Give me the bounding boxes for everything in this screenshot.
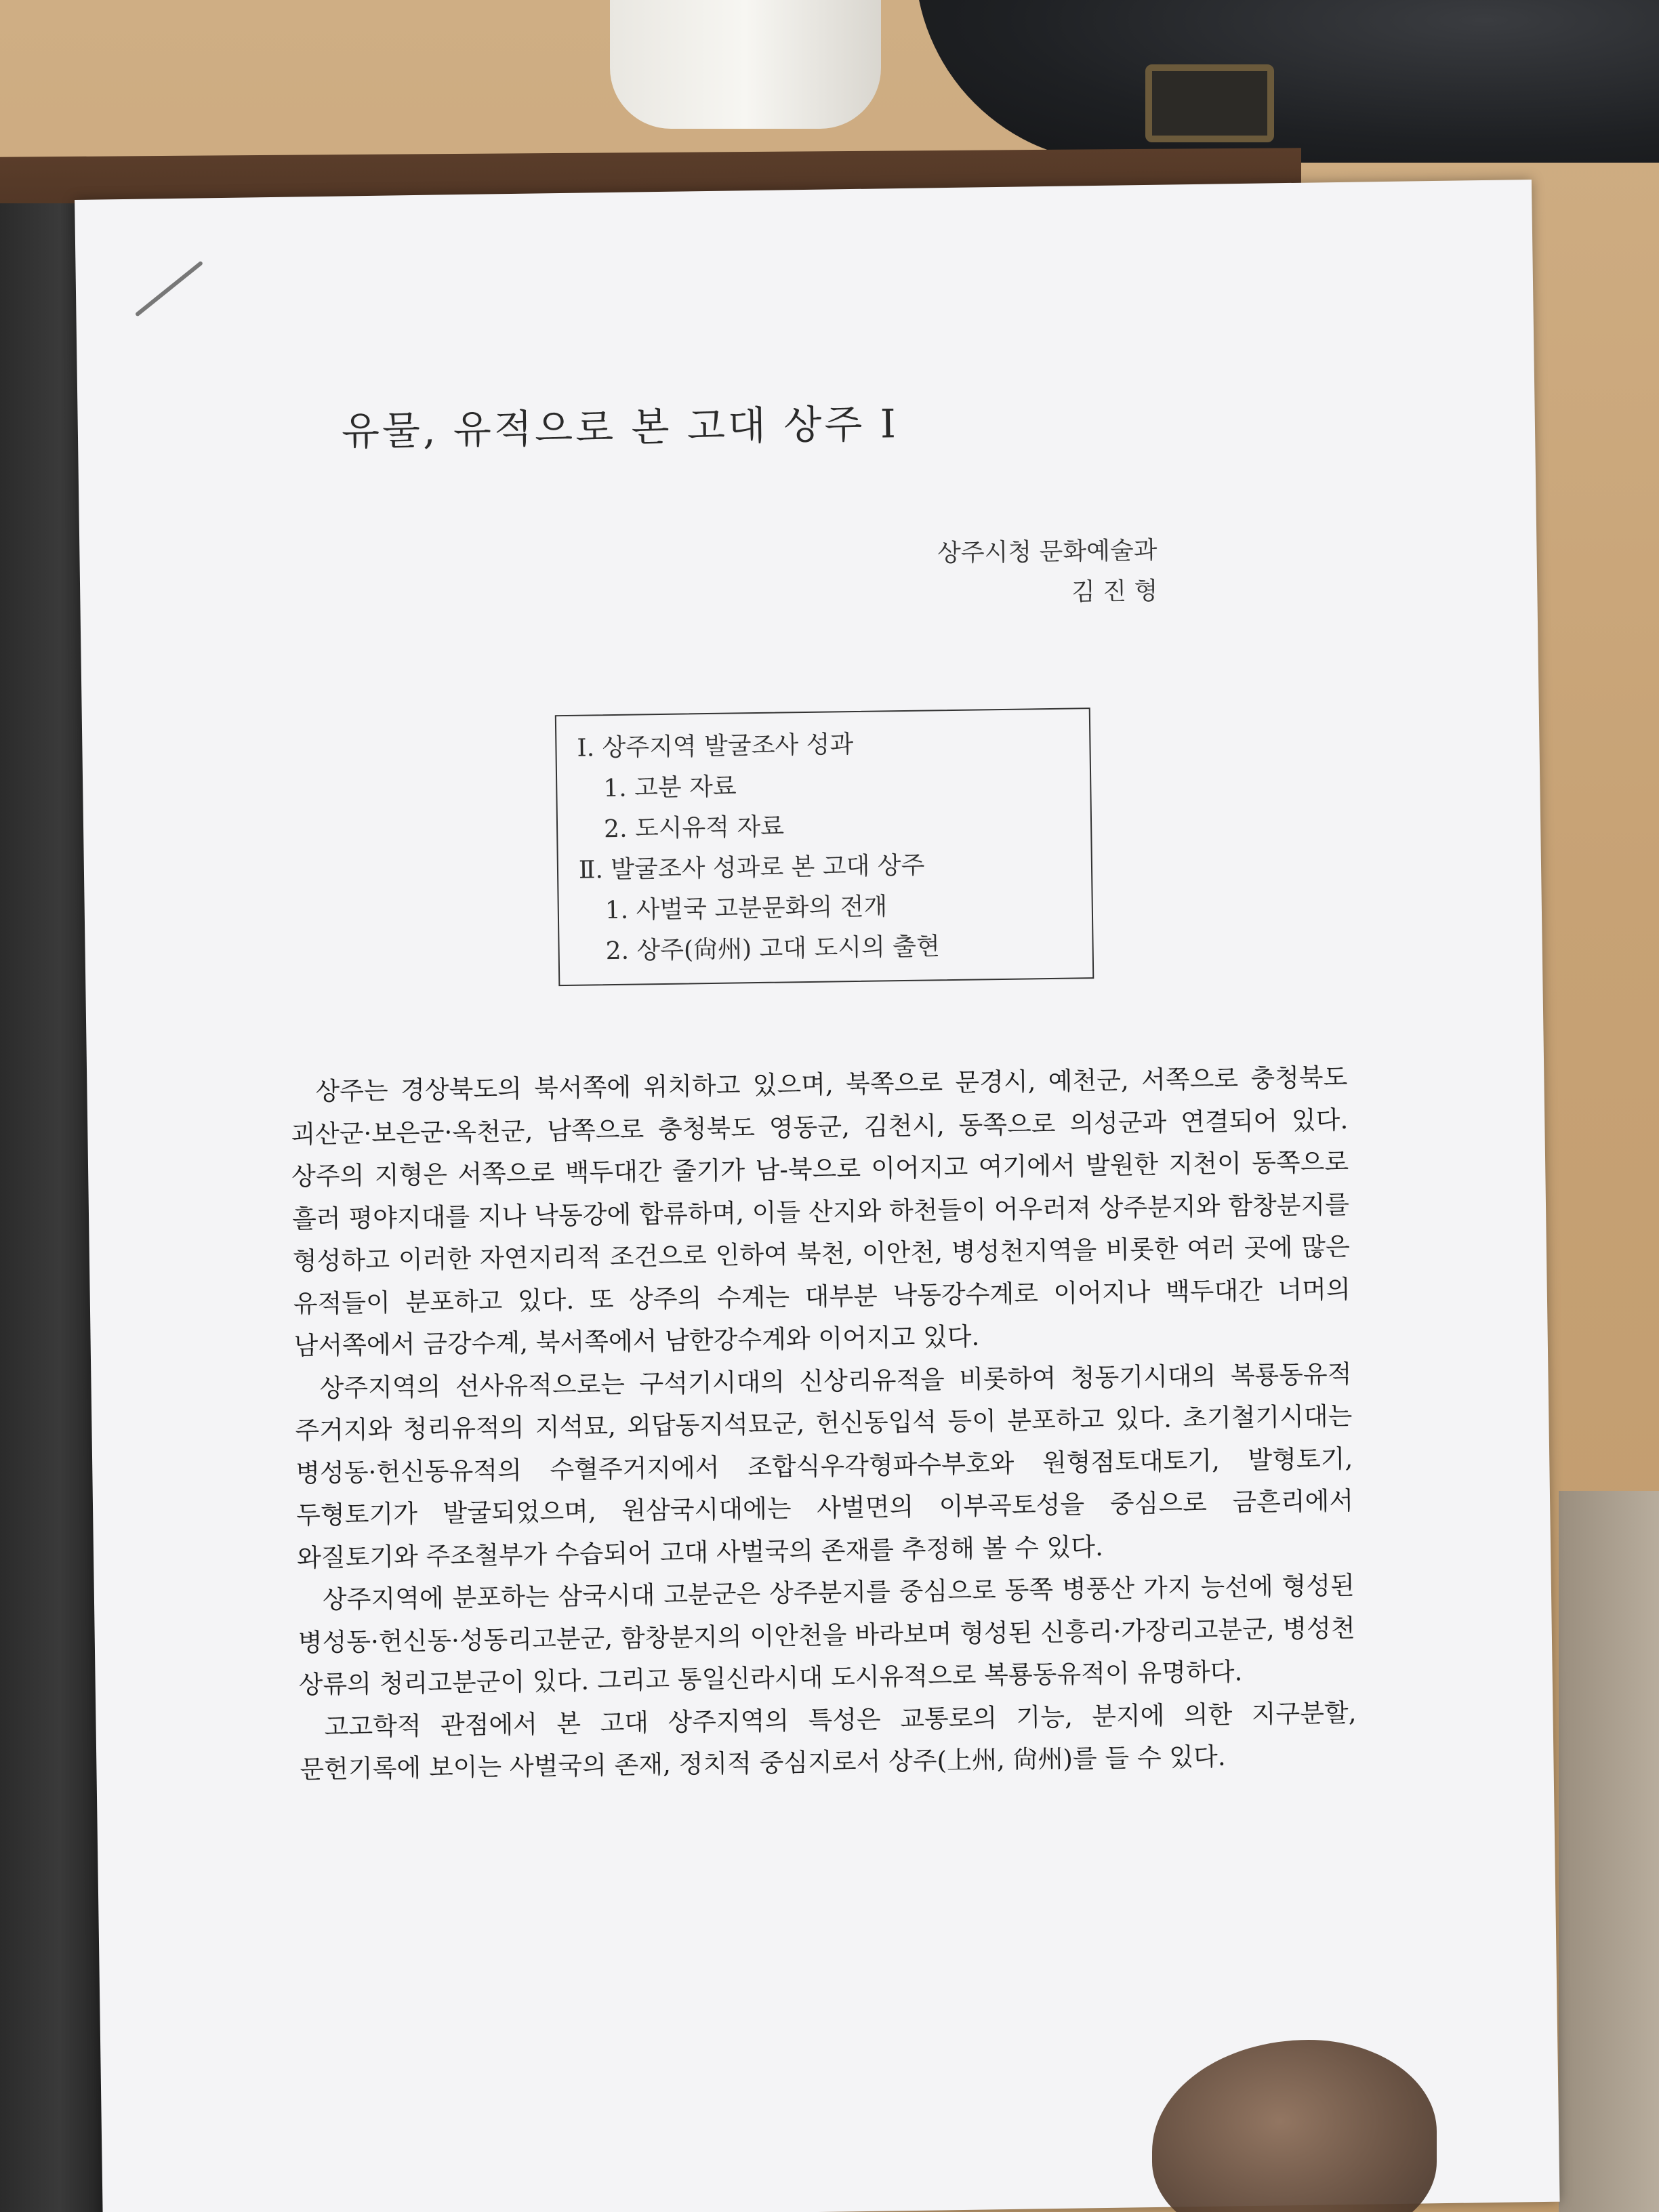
folder-corner — [1559, 1491, 1659, 2212]
paragraph: 상주는 경상북도의 북서쪽에 위치하고 있으며, 북쪽으로 문경시, 예천군, 서쪽으로 충청북도 괴산군·보은군·옥천군, 남쪽으로 충청북도 영동군, 김천시, 동쪽으로 의성군과 연결되어 있다. 상주의 지형은 서쪽으로 백두대간 줄기가 남-북으로 이어지고 여기에서 발원한 지천이 동쪽으로 흘러 평야지대를 지나 낙동강에 합류하며, 이들 산지와 하천들이 어우러져 상주분지와 함창분지를 형성하고 이러한 자연지리적 조건으로 인하여 북천, 이안천, 병성천지역을 비롯한 여러 곳에 많은 유적들이 분포하고 있다. 또 상주의 수계는 대부분 낙동강수계로 이어지나 백두대간 너머의 남서쪽에서 금강수계, 북서쪽에서 남한강수계와 이어지고 있다. — [291, 1062, 1351, 1361]
document-title: 유물, 유적으로 본 고대 상주 Ⅰ — [341, 401, 899, 455]
paragraph: 상주지역에 분포하는 삼국시대 고분군은 상주분지를 중심으로 동쪽 병풍산 가지 능선에 형성된 병성동·헌신동·성동리고분군, 함창분지의 이안천을 바라보며 형성된 신흥리·가장리고분군, 병성천 상류의 청리고분군이 있다. 그리고 통일신라시대 도시유적으로 복룡동유적이 유명하다. — [298, 1570, 1356, 1700]
body-text — [290, 1057, 1357, 1791]
toc-item: Ⅰ. 상주지역 발굴조사 성과 — [577, 731, 854, 762]
toc-item: 2. 도시유적 자료 — [603, 813, 785, 844]
toc-item: 1. 사벌국 고분문화의 전개 — [605, 893, 888, 925]
black-bag — [915, 0, 1659, 163]
paper-cup — [610, 0, 881, 129]
document-page — [75, 180, 1559, 2212]
paragraph: 상주지역의 선사유적으로는 구석기시대의 신상리유적을 비롯하여 청동기시대의 복룡동유적 주거지와 청리유적의 지석묘, 외답동지석묘군, 헌신동입석 등이 분포하고 있다. 초기철기시대는 병성동·헌신동유적의 수혈주거지에서 조합식우각형파수부호와 원형점토대토기, 발형토기, 두형토기가 발굴되었으며, 원삼국시대에는 사벌면의 이부곡토성을 중심으로 금흔리에서 와질토기와 주조철부가 수습되어 고대 사벌국의 존재를 추정해 볼 수 있다. — [295, 1359, 1354, 1573]
author-block — [937, 531, 1158, 615]
author-name: 김 진 형 — [1071, 577, 1158, 607]
table-of-contents — [555, 708, 1094, 986]
toc-item: Ⅱ. 발굴조사 성과로 본 고대 상주 — [578, 851, 925, 884]
toc-item: 1. 고분 자료 — [603, 773, 737, 803]
paragraph: 고고학적 관점에서 본 고대 상주지역의 특성은 교통로의 기능, 분지에 의한 지구분할, 문헌기록에 보이는 사벌국의 존재, 정치적 중심지로서 상주(上州, 尙州)를 들 수 있다. — [300, 1698, 1357, 1784]
pencil-mark — [135, 261, 203, 317]
toc-item: 2. 상주(尙州) 고대 도시의 출현 — [605, 933, 941, 966]
bag-buckle — [1145, 64, 1274, 142]
affiliation: 상주시청 문화예술과 — [937, 536, 1158, 568]
